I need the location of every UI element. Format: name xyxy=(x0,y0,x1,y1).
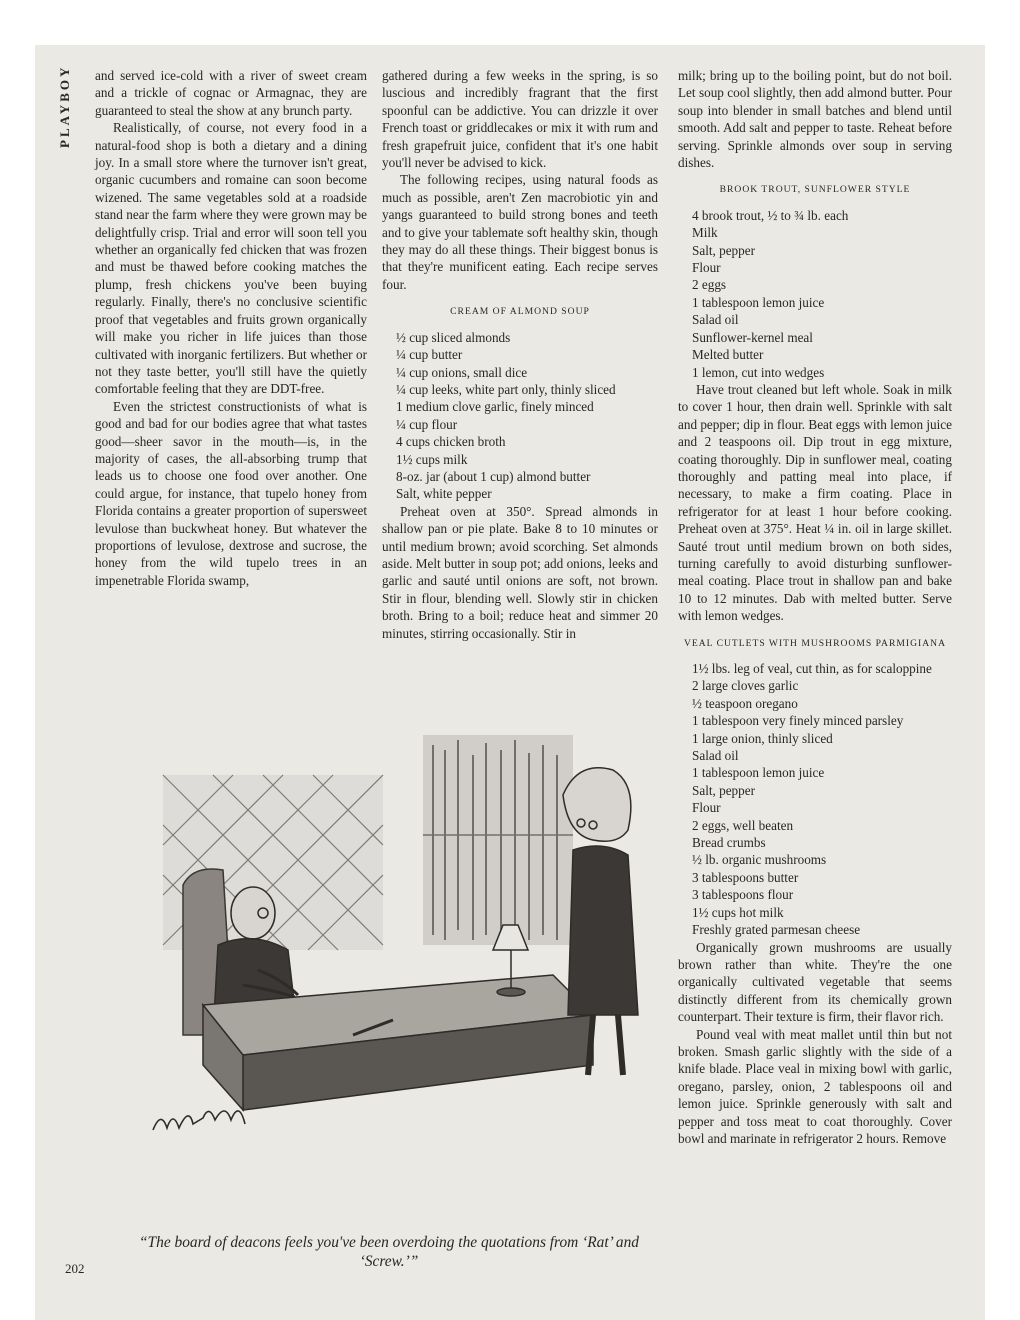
page-number: 202 xyxy=(65,1261,85,1276)
recipe-directions: Preheat oven at 350°. Spread almonds in shallow pan or pie plate. Bake 8 to 10 minutes or until medium brown; avoid scorching. Set almonds aside. Melt butter in soup pot; add onions, leeks and garlic and sauté until onions are soft, not brown. Stir in flour, blending well. Slowly stir in chicken broth. Bring to a boil; reduce heat and simmer 20 minutes, stirring occasionally. Stir in xyxy=(382,503,658,641)
paragraph: and served ice-cold with a river of sweet cream and a trickle of cognac or Armagnac, they are guaranteed to steal the show at any brunch party. xyxy=(95,68,367,118)
paragraph: Realistically, of course, not every food in a natural-food shop is both a dietary and a dining joy. In a small store where the turnover isn't great, organic cucumbers and romaine can soon become wizened. The same vegetables sold at a roadside stand near the farm where they were grown may be delightfully crisp. Trial and error will soon tell you whether an organically fed chicken that was frozen and must be thawed before cooking matches the plump, fresh chickens you've been buying regularly. Finally, there's no conclusive scientific proof that vegetables and fruits grown organically will make you richer in life juices than those cultivated with inorganic fertilizers. But whether or not they taste better, you'll still have the quietly comfortable feeling that they are DDT-free. xyxy=(95,120,367,397)
paragraph: gathered during a few weeks in the spring, is so luscious and incredibly fragrant that the first spoonful can be addictive. You can drizzle it over French toast or griddlecakes or mix it with rum and fresh grapefruit juice, confident that it's one habit you'll never be advised to kick. xyxy=(382,68,658,171)
recipe-directions: Have trout cleaned but left whole. Soak in milk to cover 1 hour, then drain well. Sprinkle with salt and pepper; dip in flour. Beat eggs with lemon juice and 2 teaspoons oil. Dip trout in egg mixture, coating thoroughly. Dip in sunflower meal, coating thoroughly and patting meal into place, if necessary, to make a firm coating. Place in refrigerator for at least 1 hour before cooking. Preheat oven at 375°. Heat ¼ in. oil in large skillet. Sauté trout until medium brown on both sides, turning carefully to avoid disturbing sunflower-meal coating. Place trout in shallow pan and bake 10 to 12 minutes. Dab with melted butter. Serve with lemon wedges. xyxy=(678,381,952,624)
ingredient-item: 1 medium clove garlic, finely minced xyxy=(396,399,594,415)
text-column-1 xyxy=(95,67,367,589)
ingredient-item: 4 cups chicken broth xyxy=(396,434,506,450)
ingredient-item: 2 eggs, well beaten xyxy=(692,817,794,833)
recipe-title: BROOK TROUT, SUNFLOWER STYLE xyxy=(719,184,911,196)
ingredient-item: 1 tablespoon very finely minced parsley xyxy=(692,713,904,729)
recipe-title: VEAL CUTLETS WITH MUSHROOMS PARMIGIANA xyxy=(683,637,947,649)
ingredient-item: Salad oil xyxy=(692,312,739,328)
magazine-page xyxy=(35,45,985,1320)
ingredient-item: 1 large onion, thinly sliced xyxy=(692,730,833,746)
ingredient-item: Milk xyxy=(692,225,718,241)
ingredient-item: Flour xyxy=(692,260,721,276)
ingredient-item: 1 tablespoon lemon juice xyxy=(692,765,825,781)
ingredient-item: 2 large cloves garlic xyxy=(692,678,799,694)
ingredient-item: 4 brook trout, ½ to ¾ lb. each xyxy=(692,207,849,223)
magazine-name: PLAYBOY xyxy=(57,65,72,149)
ingredient-item: ¼ cup leeks, white part only, thinly sliced xyxy=(396,381,616,397)
ingredient-item: ½ cup sliced almonds xyxy=(396,329,511,345)
ingredient-item: ½ lb. organic mushrooms xyxy=(692,852,827,868)
ingredient-item: 1½ cups hot milk xyxy=(692,904,784,920)
ingredient-item: Salt, pepper xyxy=(692,782,755,798)
text-column-3 xyxy=(678,67,952,1147)
ingredient-list xyxy=(692,660,952,939)
ingredient-item: Flour xyxy=(692,800,721,816)
ingredient-item: Melted butter xyxy=(692,347,764,363)
paragraph: milk; bring up to the boiling point, but do not boil. Let soup cool slightly, then add almond butter. Pour soup into blender in small batches and blend until smooth. Add salt and pepper to taste. Reheat before serving. Sprinkle almonds over soup in serving dishes. xyxy=(678,68,952,171)
text-column-2 xyxy=(382,67,658,642)
artist-signature xyxy=(153,1111,245,1130)
recipe-title: CREAM OF ALMOND SOUP xyxy=(450,306,590,318)
ingredient-item: 1½ cups milk xyxy=(396,451,468,467)
ingredient-item: 1 tablespoon lemon juice xyxy=(692,294,825,310)
ingredient-item: ¼ cup onions, small dice xyxy=(396,364,528,380)
paragraph: Even the strictest constructionists of what is good and bad for our bodies agree that what tastes good—sheer savor in the mouth—is, in the majority of cases, the all-absorbing trump that leads us to choose one food over another. One could argue, for instance, that tupelo honey from Florida contains a greater proportion of supersweet levulose than buckwheat honey. But whatever the proportions of levulose, dextrose and sucrose, the honey from the wild tupelo trees in an impenetrable Florida swamp, xyxy=(95,398,367,588)
ingredient-item: 2 eggs xyxy=(692,277,727,293)
ingredient-item: Salt, pepper xyxy=(692,242,755,258)
ingredient-item: 1 lemon, cut into wedges xyxy=(692,364,825,380)
paragraph: Pound veal with meat mallet until thin but not broken. Smash garlic slightly with the side of a knife blade. Place veal in mixing bowl with garlic, oregano, parsley, onion, 2 tablespoons oil and lemon juice. Sprinkle generously with salt and pepper and toss meat to coat thoroughly. Cover bowl and marinate in refrigerator 2 hours. Remove xyxy=(678,1026,952,1146)
ingredient-item: ¼ cup flour xyxy=(396,416,458,432)
ingredient-list xyxy=(396,329,658,503)
ingredient-item: ¼ cup butter xyxy=(396,347,463,363)
ingredient-item: Salad oil xyxy=(692,748,739,764)
ingredient-item: Freshly grated parmesan cheese xyxy=(692,922,861,938)
cartoon-illustration xyxy=(123,735,653,1165)
ingredient-item: 3 tablespoons flour xyxy=(692,887,794,903)
ingredient-item: 8-oz. jar (about 1 cup) almond butter xyxy=(396,468,591,484)
ingredient-item: Salt, white pepper xyxy=(396,486,492,502)
ingredient-list xyxy=(692,207,952,381)
ingredient-item: Sunflower-kernel meal xyxy=(692,329,813,345)
ingredient-item: 3 tablespoons butter xyxy=(692,869,799,885)
paragraph: The following recipes, using natural foods as much as possible, aren't Zen macrobiotic yin and yangs guaranteed to build strong bones and teeth and to give your tablemate soft healthy skin, though they may do all these things. Their biggest bonus is that they're munificent eating. Each recipe serves four. xyxy=(382,172,658,292)
paragraph: Organically grown mushrooms are usually brown rather than white. They're the one organically cultivated vegetable that seems distinctly different from its chemically grown counterpart. Their texture is firm, their flavor rich. xyxy=(678,939,952,1025)
bookshelf-drawing xyxy=(423,735,573,945)
ingredient-item: 1½ lbs. leg of veal, cut thin, as for scaloppine xyxy=(692,661,932,676)
ingredient-item: ½ teaspoon oregano xyxy=(692,695,798,711)
ingredient-item: Bread crumbs xyxy=(692,835,766,851)
cartoon-caption: “The board of deacons feels you've been overdoing the quotations from ‘Rat’ and ‘Screw.’” xyxy=(139,1234,639,1270)
